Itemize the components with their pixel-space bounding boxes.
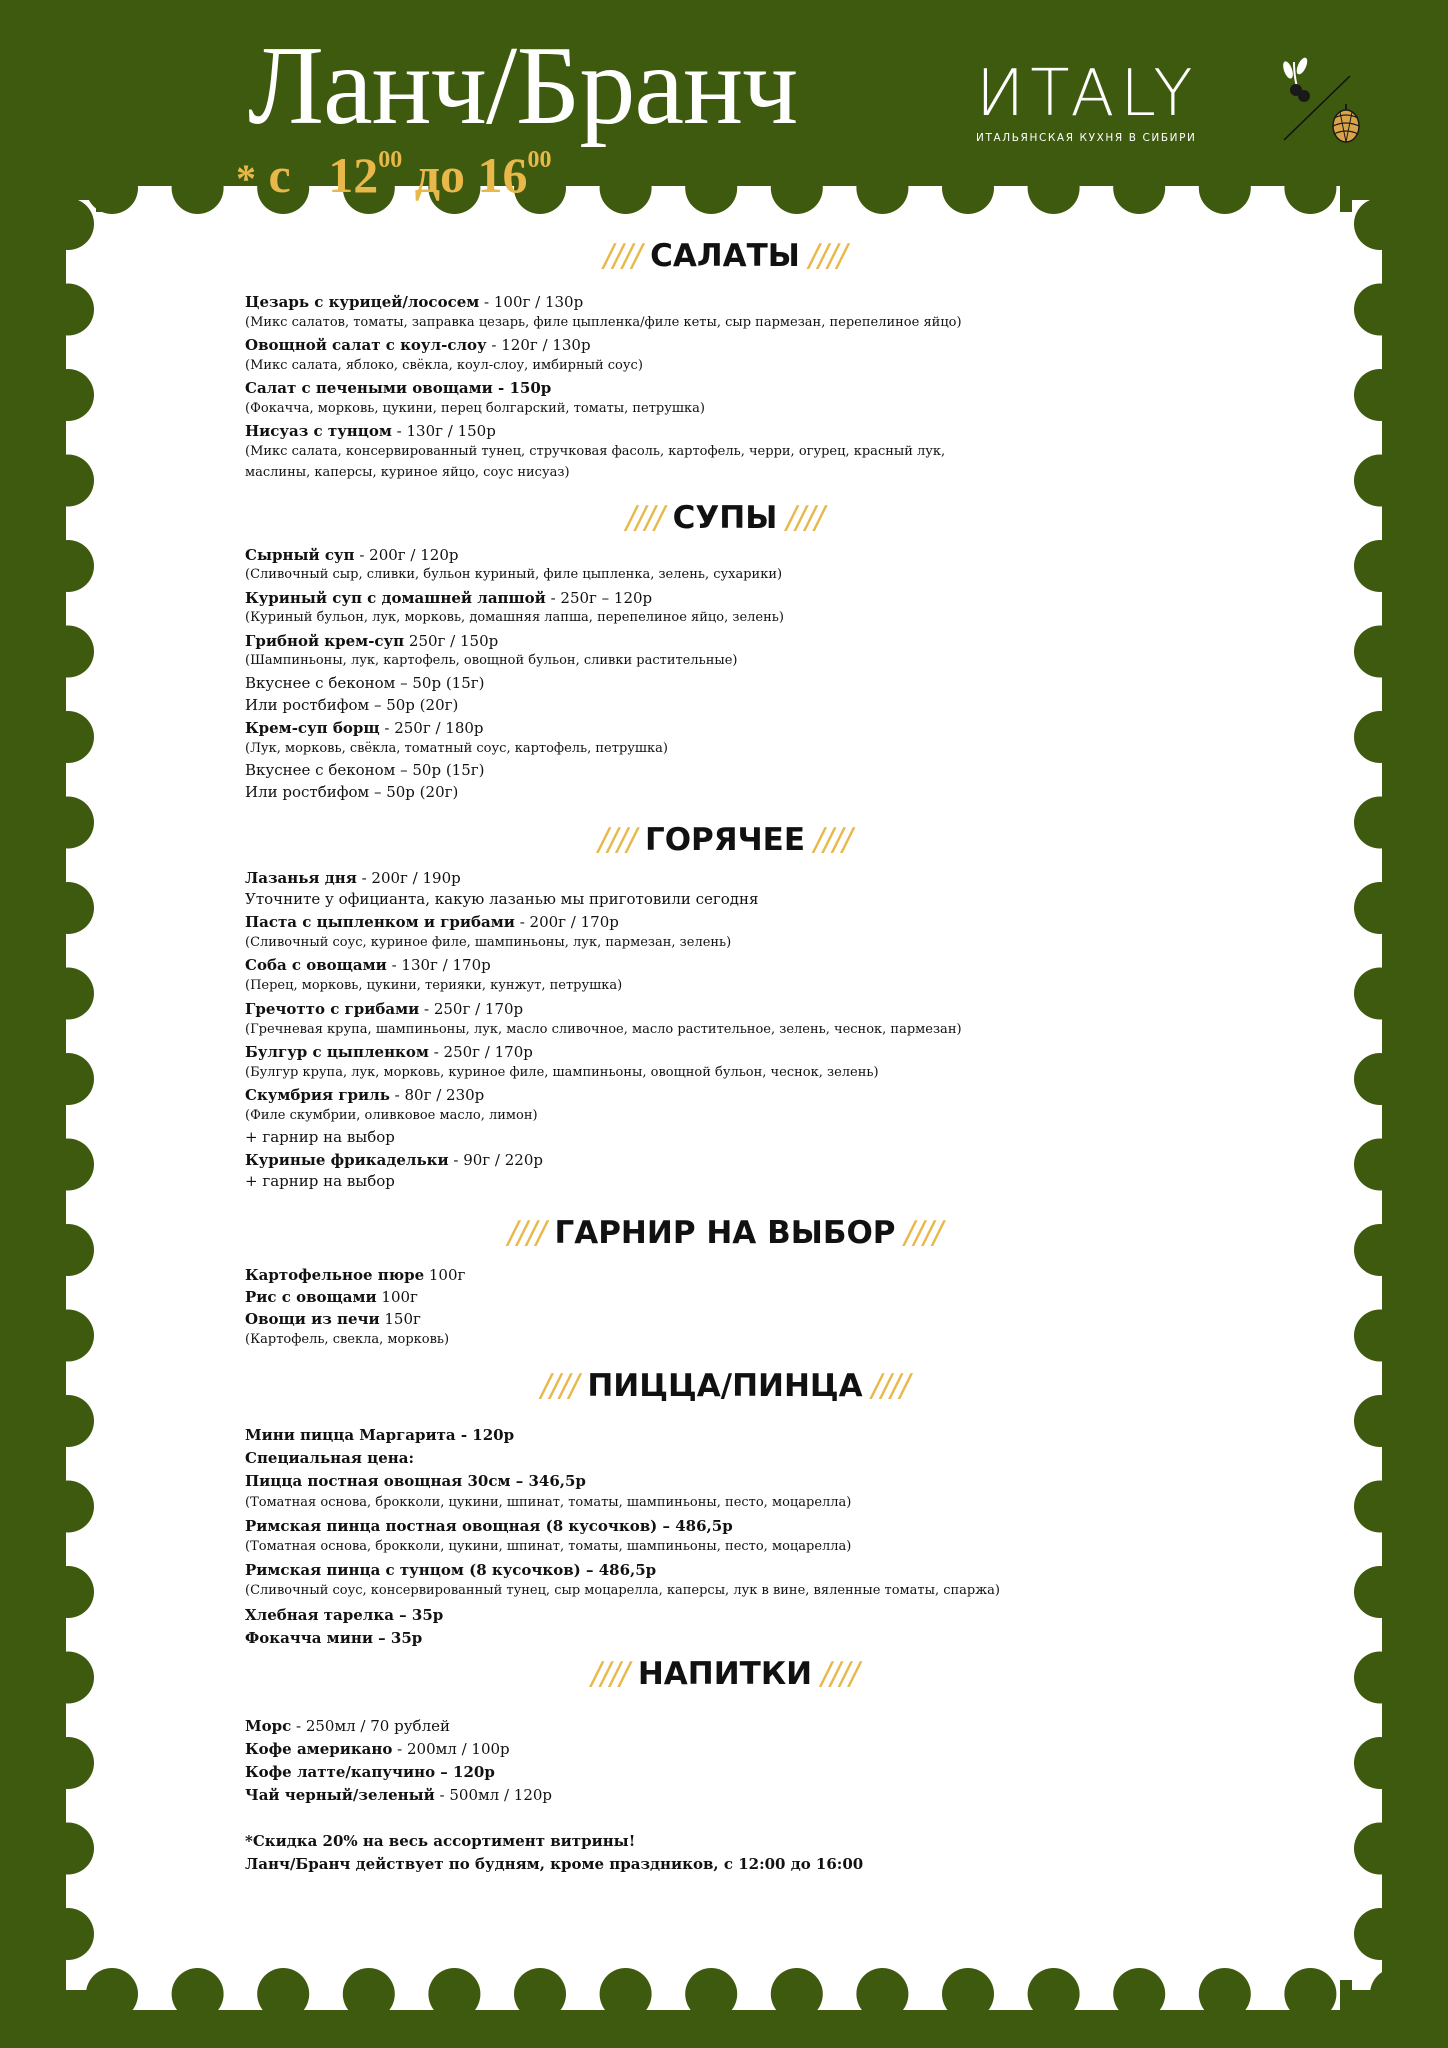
section-heading-salads xyxy=(245,238,1205,274)
menu-item-note: Вкуснее с беконом – 50р (15г) xyxy=(245,674,485,692)
menu-item-name: Крем-суп борщ xyxy=(245,719,380,737)
brand-subtitle: ИТАЛЬЯНСКАЯ КУХНЯ В СИБИРИ xyxy=(976,132,1197,144)
menu-item-description: (Картофель, свекла, морковь) xyxy=(245,1332,450,1347)
menu-item-description: маслины, каперсы, куриное яйцо, соус нисуаз) xyxy=(245,465,570,480)
section-title: ПИЦЦА/ПИНЦА xyxy=(587,1368,863,1404)
slash-decoration: //// xyxy=(591,1656,638,1692)
footer-schedule-note: Ланч/Бранч действует по будням, кроме праздников, с 12:00 до 16:00 xyxy=(245,1855,864,1873)
menu-item-name: Хлебная тарелка – 35р xyxy=(245,1606,444,1624)
section-title: НАПИТКИ xyxy=(637,1656,813,1692)
menu-item-price: - 130г / 150р xyxy=(391,422,496,440)
menu-item-price: 250г / 150р xyxy=(404,632,499,650)
menu-item xyxy=(245,1289,418,1305)
menu-item-name: Сырный суп xyxy=(245,546,355,564)
menu-item-name: Соба с овощами xyxy=(245,956,387,974)
slash-decoration: //// xyxy=(598,822,645,858)
hours-star: * xyxy=(236,156,256,201)
menu-item-name: Картофельное пюре xyxy=(245,1266,425,1284)
menu-item-name: Чай черный/зеленый xyxy=(245,1786,435,1804)
menu-item-note: + гарнир на выбор xyxy=(245,1128,395,1146)
section-title: САЛАТЫ xyxy=(650,238,800,274)
menu-item xyxy=(245,337,591,353)
slash-decoration: //// xyxy=(862,1368,910,1404)
menu-item-name: Овощи из печи xyxy=(245,1310,380,1328)
menu-item-price: - 200г / 190р xyxy=(356,869,461,887)
menu-item xyxy=(245,1562,656,1578)
menu-item-name: Овощной салат с коул-слоу xyxy=(245,336,487,354)
menu-item xyxy=(245,294,583,310)
slash-decoration: //// xyxy=(812,1656,859,1692)
menu-item-name: Куриные фрикадельки xyxy=(245,1151,449,1169)
menu-item xyxy=(245,720,484,736)
menu-item-price: 150г xyxy=(379,1310,421,1328)
section-heading-drinks xyxy=(245,1656,1205,1692)
hours-prefix: с xyxy=(268,147,291,203)
menu-item-name: Салат с печеными овощами - 150р xyxy=(245,379,552,397)
menu-item-description: (Фокачча, морковь, цукини, перец болгарский, томаты, петрушка) xyxy=(245,401,705,416)
menu-item-price: 100г xyxy=(376,1288,418,1306)
menu-item-name: Кофе латте/капучино – 120р xyxy=(245,1763,495,1781)
slash-decoration: //// xyxy=(805,822,852,858)
menu-item-description: (Филе скумбрии, оливковое масло, лимон) xyxy=(245,1108,538,1123)
menu-item-name: Фокачча мини – 35р xyxy=(245,1629,423,1647)
menu-item-name: Лазанья дня xyxy=(245,869,357,887)
menu-item-price: - 100г / 130р xyxy=(479,293,584,311)
brand-name: ИTALY xyxy=(976,57,1199,131)
menu-item xyxy=(245,423,496,439)
menu-item xyxy=(245,1267,465,1283)
menu-item-name: Гречотто с грибами xyxy=(245,1000,420,1018)
section-heading-sides xyxy=(245,1215,1205,1251)
menu-item-description: (Сливочный соус, куриное филе, шампиньоны, лук, пармезан, зелень) xyxy=(245,935,732,950)
menu-item-price: - 120г / 130р xyxy=(486,336,591,354)
menu-item-name: Пицца постная овощная 30см – 346,5р xyxy=(245,1472,586,1490)
menu-item-description: (Шампиньоны, лук, картофель, овощной бульон, сливки растительные) xyxy=(245,653,738,668)
menu-item-description: (Булгур крупа, лук, морковь, куриное филе, шампиньоны, овощной бульон, чеснок, зелень) xyxy=(245,1065,879,1080)
hours-from-minute: 00 xyxy=(378,147,403,173)
menu-item-name: Скумбрия гриль xyxy=(245,1086,390,1104)
menu-item xyxy=(245,1152,543,1168)
menu-item-description: (Томатная основа, брокколи, цукини, шпинат, томаты, шампиньоны, песто, моцарелла) xyxy=(245,1495,852,1510)
menu-item-name: Нисуаз с тунцом xyxy=(245,422,392,440)
menu-item xyxy=(245,1787,552,1803)
section-title: ГОРЯЧЕЕ xyxy=(644,822,806,858)
menu-item xyxy=(245,1044,533,1060)
hours-to-hour: 16 xyxy=(477,147,528,203)
menu-item-price: - 250мл / 70 рублей xyxy=(291,1717,450,1735)
hours-mid: до xyxy=(414,147,465,203)
slash-decoration: //// xyxy=(626,500,673,536)
slash-decoration: //// xyxy=(799,238,847,274)
menu-item xyxy=(245,1718,450,1734)
menu-item-note: + гарнир на выбор xyxy=(245,1172,395,1190)
olive-branch-icon xyxy=(1281,56,1310,102)
menu-item xyxy=(245,1630,422,1646)
menu-item-name: Римская пинца с тунцом (8 кусочков) – 486,5р xyxy=(245,1561,657,1579)
brand-emblem xyxy=(1264,56,1384,156)
menu-item-description: (Микс салатов, томаты, заправка цезарь, филе цыпленка/филе кеты, сыр пармезан, перепелиное яйцо) xyxy=(245,315,962,330)
menu-item xyxy=(245,1001,523,1017)
menu-item-description: (Микс салата, консервированный тунец, стручковая фасоль, картофель, черри, огурец, красный лук, xyxy=(245,444,946,459)
menu-item-name: Булгур с цыпленком xyxy=(245,1043,429,1061)
menu-item xyxy=(245,380,551,396)
menu-item-price: - 250г / 170р xyxy=(419,1000,524,1018)
section-heading-soups xyxy=(245,500,1205,536)
menu-item xyxy=(245,870,461,886)
menu-item-description: (Томатная основа, брокколи, цукини, шпинат, томаты, шампиньоны, песто, моцарелла) xyxy=(245,1539,852,1554)
slash-decoration: //// xyxy=(603,238,651,274)
menu-item-price: - 200г / 170р xyxy=(514,913,619,931)
menu-item-name: Кофе американо xyxy=(245,1740,393,1758)
section-title: СУПЫ xyxy=(672,500,778,536)
menu-item-description: (Гречневая крупа, шампиньоны, лук, масло сливочное, масло растительное, зелень, чеснок, пармезан) xyxy=(245,1022,962,1037)
menu-item-description: (Лук, морковь, свёкла, томатный соус, картофель, петрушка) xyxy=(245,741,668,756)
section-heading-pizza xyxy=(245,1368,1205,1404)
menu-item-name: Римская пинца постная овощная (8 кусочков) – 486,5р xyxy=(245,1517,733,1535)
footer-discount-note: *Скидка 20% на весь ассортимент витрины! xyxy=(245,1832,636,1850)
menu-item-note: Или ростбифом – 50р (20г) xyxy=(245,783,459,801)
hours-from-hour: 12 xyxy=(328,147,379,203)
menu-item-note: Или ростбифом – 50р (20г) xyxy=(245,696,459,714)
section-heading-hot xyxy=(245,822,1205,858)
menu-item-name: Грибной крем-суп xyxy=(245,632,405,650)
menu-item-name: Морс xyxy=(245,1717,292,1735)
menu-item xyxy=(245,1450,414,1466)
menu-item-price: - 80г / 230р xyxy=(389,1086,485,1104)
slash-decoration: //// xyxy=(777,500,824,536)
menu-item xyxy=(245,633,498,649)
menu-item-price: - 250г / 180р xyxy=(379,719,484,737)
brand-logo xyxy=(976,57,1199,144)
menu-item xyxy=(245,1518,733,1534)
menu-item-price: 100г xyxy=(424,1266,466,1284)
menu-item-price: - 500мл / 120р xyxy=(434,1786,553,1804)
pine-cone-icon xyxy=(1333,104,1359,142)
menu-item xyxy=(245,1741,510,1757)
menu-item-price: - 200г / 120р xyxy=(354,546,459,564)
menu-item-price: - 90г / 220р xyxy=(448,1151,543,1169)
menu-item xyxy=(245,1087,484,1103)
menu-item-price: - 250г – 120р xyxy=(545,589,653,607)
slash-decoration: //// xyxy=(540,1368,588,1404)
menu-item-price: - 200мл / 100р xyxy=(392,1740,510,1758)
menu-item xyxy=(245,957,491,973)
menu-item xyxy=(245,547,458,563)
menu-item-description: (Микс салата, яблоко, свёкла, коул-слоу, имбирный соус) xyxy=(245,358,643,373)
page-title: Ланч/Бранч xyxy=(248,24,798,148)
menu-item-note: Уточните у официанта, какую лазанью мы приготовили сегодня xyxy=(245,890,759,908)
menu-item xyxy=(245,590,652,606)
menu-item xyxy=(245,1473,586,1489)
menu-item-name: Рис с овощами xyxy=(245,1288,377,1306)
menu-item-description: (Сливочный сыр, сливки, бульон куриный, филе цыпленка, зелень, сухарики) xyxy=(245,567,783,582)
menu-item-name: Специальная цена: xyxy=(245,1449,415,1467)
menu-item-name: Мини пицца Маргарита - 120р xyxy=(245,1426,515,1444)
menu-item-name: Цезарь с курицей/лососем xyxy=(245,293,480,311)
menu-item-description: (Перец, морковь, цукини, терияки, кунжут, петрушка) xyxy=(245,978,623,993)
menu-item xyxy=(245,1311,421,1327)
hours-to-minute: 00 xyxy=(527,147,552,173)
menu-item-price: - 250г / 170р xyxy=(428,1043,533,1061)
section-title: ГАРНИР НА ВЫБОР xyxy=(554,1215,896,1251)
menu-item-description: (Сливочный соус, консервированный тунец, сыр моцарелла, каперсы, лук в вине, вяленные томаты, спаржа) xyxy=(245,1583,1001,1598)
menu-item xyxy=(245,1427,514,1443)
menu-item xyxy=(245,1607,443,1623)
menu-item xyxy=(245,914,619,930)
menu-item-price: - 130г / 170р xyxy=(386,956,491,974)
hours-subtitle xyxy=(236,147,552,203)
slash-decoration: //// xyxy=(895,1215,943,1251)
menu-item-note: Вкуснее с беконом – 50р (15г) xyxy=(245,761,485,779)
menu-item-description: (Куриный бульон, лук, морковь, домашняя лапша, перепелиное яйцо, зелень) xyxy=(245,610,784,625)
menu-item-name: Паста с цыпленком и грибами xyxy=(245,913,515,931)
menu-item-name: Куриный суп с домашней лапшой xyxy=(245,589,546,607)
slash-decoration: //// xyxy=(507,1215,555,1251)
menu-item xyxy=(245,1764,495,1780)
